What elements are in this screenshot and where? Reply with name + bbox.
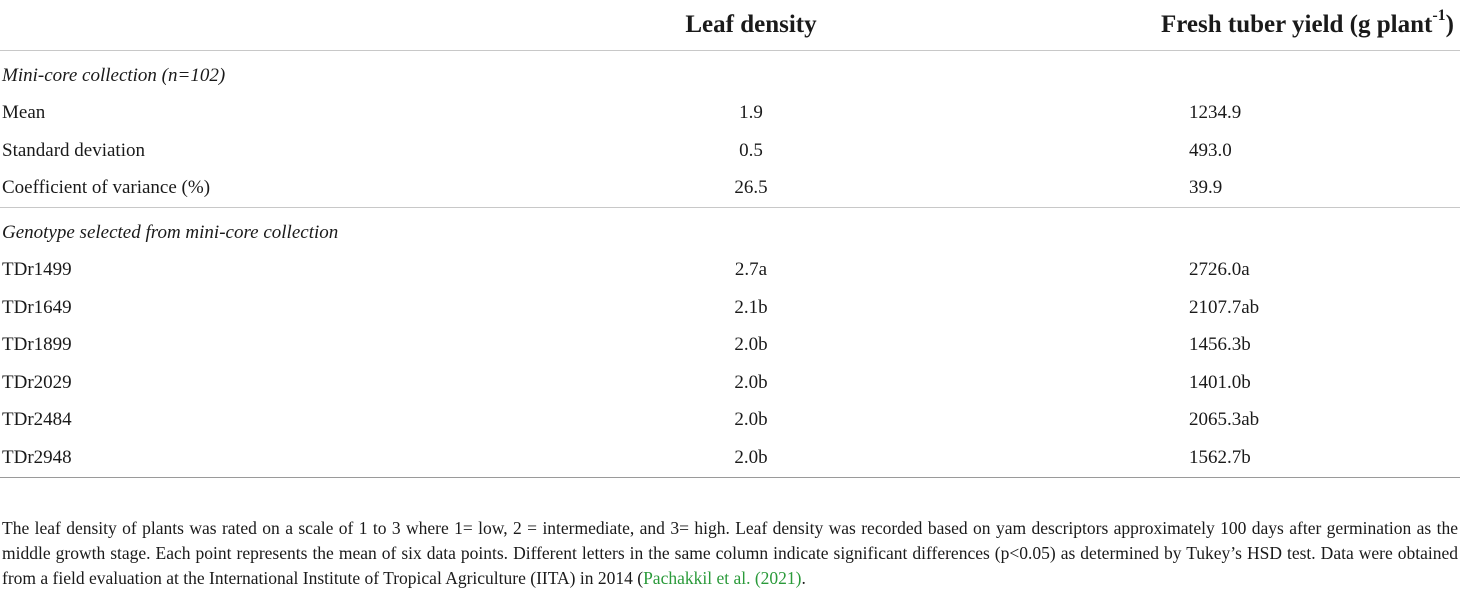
section-title-mini-core: Mini-core collection (n=102) xyxy=(2,64,226,86)
header-leaf-density: Leaf density xyxy=(580,0,922,51)
table-row xyxy=(0,170,1460,208)
header-yield-close: ) xyxy=(1445,11,1454,38)
leaf-density-value: 2.0b xyxy=(734,409,768,431)
leaf-density-value: 2.0b xyxy=(734,371,768,393)
table-row xyxy=(0,132,1460,170)
yield-value: 2107.7ab xyxy=(1189,296,1260,318)
section-title-genotypes: Genotype selected from mini-core collection xyxy=(2,221,339,243)
table-row xyxy=(0,95,1460,133)
row-label: Standard deviation xyxy=(2,139,145,161)
table-row xyxy=(0,402,1460,440)
row-label: TDr1649 xyxy=(2,296,72,318)
row-label: Coefficient of variance (%) xyxy=(0,170,580,208)
section-header-row xyxy=(0,208,1460,252)
footnote-end: . xyxy=(801,568,806,588)
yield-value: 1401.0b xyxy=(1189,371,1251,393)
footnote-text: The leaf density of plants was rated on a scale of 1 to 3 where 1= low, 2 = intermediate, and 3= high. Leaf density was recorded based on yam descriptors approximately 100 days after germination as the middle growth stage. Each point represents the mean of six data points. Different letters in the same column indicate significant differences (p<0.05) as determined by Tukey’s HSD test. Data were obtained from a field evaluation at the International Institute of Tropical Agriculture (IITA) in 2014 ( xyxy=(2,518,1458,588)
header-yield-superscript: -1 xyxy=(1432,7,1446,24)
table-body xyxy=(0,51,1460,478)
leaf-density-value: 2.1b xyxy=(734,296,768,318)
leaf-density-value: 2.0b xyxy=(734,334,768,356)
table-header xyxy=(0,0,1460,51)
footnote-reference-link[interactable]: Pachakkil et al. (2021) xyxy=(643,568,802,588)
yield-value: 1456.3b xyxy=(1189,334,1251,356)
row-label: TDr2484 xyxy=(2,409,72,431)
header-yield-text: Fresh tuber yield (g plant xyxy=(1161,11,1433,38)
table-footnote xyxy=(2,516,1458,591)
yield-value: 2065.3ab xyxy=(1189,409,1260,431)
leaf-density-value: 26.5 xyxy=(580,170,922,208)
yield-value: 493.0 xyxy=(1189,139,1232,161)
table-row xyxy=(0,327,1460,365)
leaf-density-value: 2.7a xyxy=(734,259,768,281)
row-label: Mean xyxy=(2,102,46,124)
section-header-row xyxy=(0,51,1460,95)
yield-value: 2726.0a xyxy=(1189,259,1250,281)
table-row xyxy=(0,439,1460,477)
table-row xyxy=(0,252,1460,290)
row-label: TDr1499 xyxy=(2,259,72,281)
row-label: TDr1899 xyxy=(2,334,72,356)
leaf-density-value: 0.5 xyxy=(739,139,763,161)
yield-value: 1562.7b xyxy=(922,439,1460,477)
leaf-density-value: 2.0b xyxy=(580,439,922,477)
header-label-column xyxy=(0,0,580,51)
table-row xyxy=(0,289,1460,327)
yield-value: 1234.9 xyxy=(1189,102,1242,124)
table-row xyxy=(0,364,1460,402)
header-fresh-tuber-yield xyxy=(922,0,1460,51)
leaf-density-value: 1.9 xyxy=(739,102,763,124)
yield-value: 39.9 xyxy=(922,170,1460,208)
header-row xyxy=(0,0,1460,51)
row-label: TDr2948 xyxy=(0,439,580,477)
row-label: TDr2029 xyxy=(2,371,72,393)
